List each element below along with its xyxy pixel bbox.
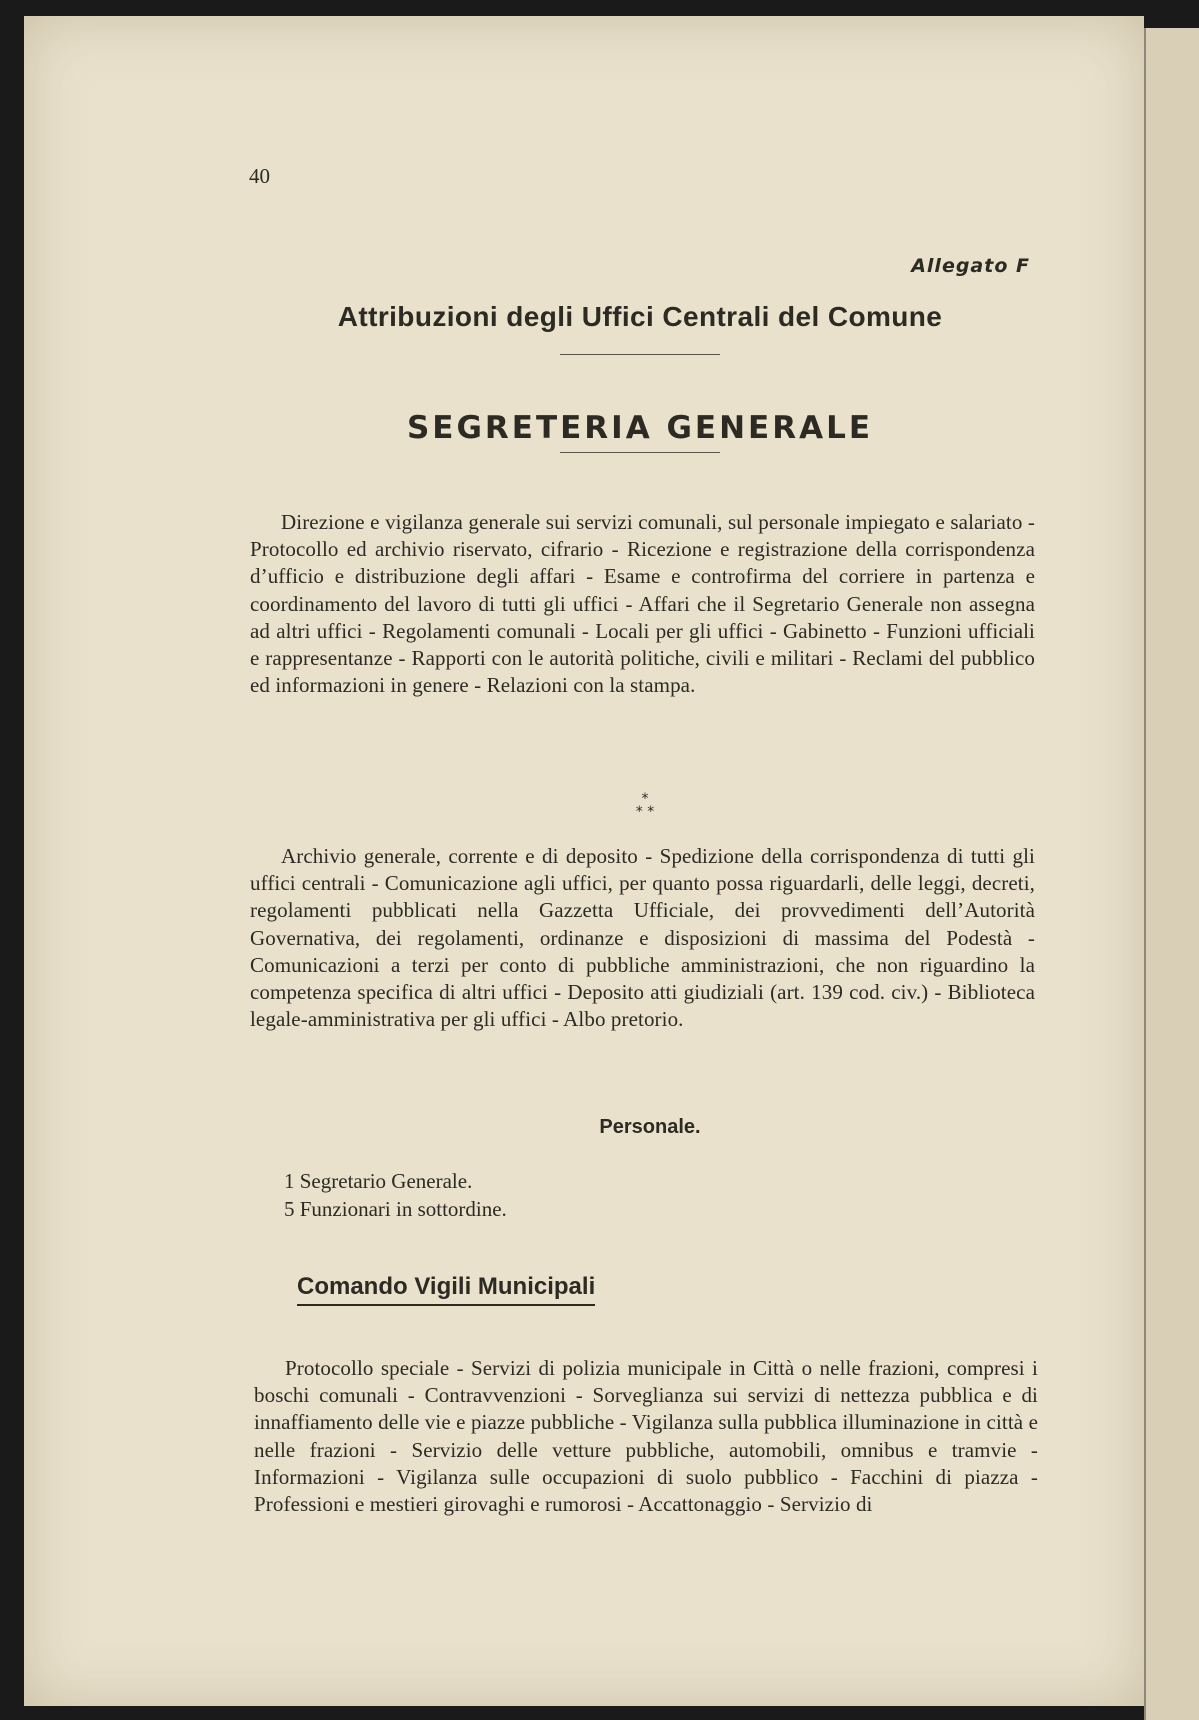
page-number: 40 xyxy=(249,164,270,188)
staff-item: 1 Segretario Generale. xyxy=(284,1169,473,1193)
annex-label: Allegato F xyxy=(911,255,1030,277)
personale-heading: Personale. xyxy=(599,1116,701,1138)
title-rule xyxy=(560,354,720,355)
asterism-top: * xyxy=(641,791,649,807)
section-rule xyxy=(560,452,720,453)
staff-item: 5 Funzionari in sottordine. xyxy=(284,1197,507,1221)
vigili-heading: Comando Vigili Municipali xyxy=(297,1273,595,1306)
next-page-edge xyxy=(1144,28,1199,1720)
vigili-paragraph: Protocollo speciale - Servizi di polizia municipale in Città o nelle frazioni, compresi i boschi comunali - Contravvenzioni - Sorveglianza sui servizi di nettezza pubblica e di innaffiamento delle vie e piazze pubbliche - Vigilanza sulla pubblica illuminazione in città e nelle frazioni - Servizio delle vetture pubbliche, automobili, omnibus e tramvie - Informazioni - Vigilanza sulle occupazioni di suolo pubblico - Facchini di piazza - Professioni e mestieri girovaghi e rumorosi - Accattonaggio - Servizio di xyxy=(254,1356,1038,1517)
staff-list xyxy=(284,1167,507,1223)
asterism-separator xyxy=(620,793,670,827)
section-title: SEGRETERIA GENERALE xyxy=(406,410,874,446)
segreteria-paragraph-1: Direzione e vigilanza generale sui servizi comunali, sul personale impiegato e salariato - Protocollo ed archivio riservato, cifrario - Ricezione e registrazione della corrispondenza d’ufficio e distribuzione degli affari - Esame e controfirma del corriere in partenza e coordinamento del lavoro di tutti gli uffici - Affari che il Segretario Generale non assegna ad altri uffici - Regolamenti comunali - Locali per gli uffici - Gabinetto - Funzioni ufficiali e rappresentanze - Rapporti con le autorità politiche, civili e militari - Reclami del pubblico ed informazioni in genere - Relazioni con la stampa. xyxy=(250,510,1035,698)
asterism-bottom: * * xyxy=(635,804,655,820)
document-title: Attribuzioni degli Uffici Centrali del Comune xyxy=(337,301,943,332)
segreteria-paragraph-2: Archivio generale, corrente e di deposito - Spedizione della corrispondenza di tutti gli uffici centrali - Comunicazione agli uffici, per quanto possa riguardarli, delle leggi, decreti, regolamenti pubblicati nella Gazzetta Ufficiale, dei provvedimenti dell’Autorità Governativa, dei regolamenti, ordinanze e disposizioni di massima del Podestà - Comunicazioni a terzi per conto di pubbliche amministrazioni, che non riguardino la competenza specifica di altri uffici - Deposito atti giudiziali (art. 139 cod. civ.) - Biblioteca legale-amministrativa per gli uffici - Albo pretorio. xyxy=(250,844,1035,1032)
